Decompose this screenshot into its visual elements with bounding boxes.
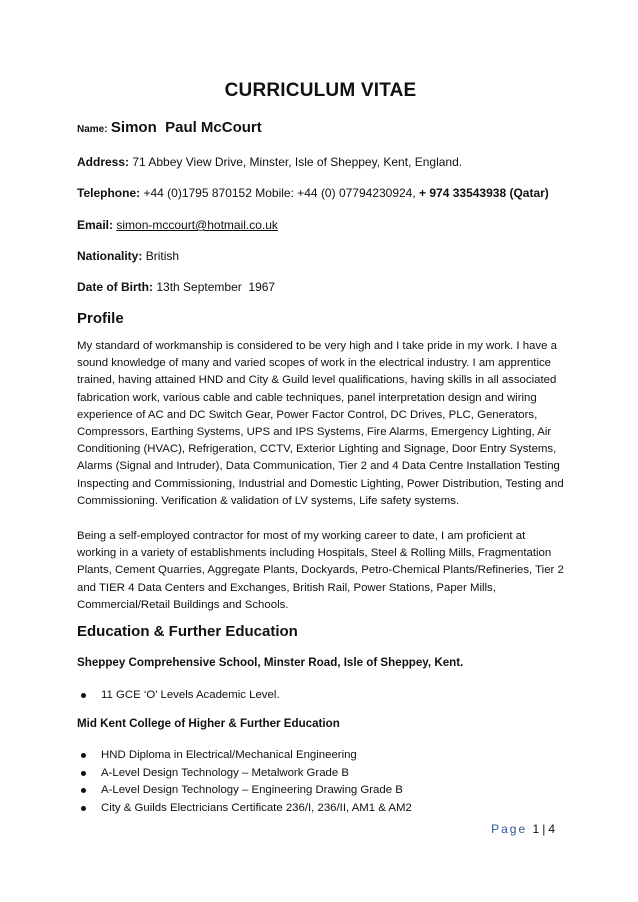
nationality-value: British [145, 249, 180, 263]
bullet-icon [81, 806, 86, 811]
nationality-label: Nationality: [77, 249, 143, 263]
profile-heading: Profile [77, 310, 124, 327]
email-field [77, 218, 278, 232]
dob-field [77, 280, 275, 294]
bullet-icon [81, 788, 86, 793]
email-link[interactable]: simon-mccourt@hotmail.co.uk [116, 218, 278, 232]
footer-page-word: Page [491, 822, 528, 836]
bullet-icon [81, 771, 86, 776]
list-item: A-Level Design Technology – Metalwork Grade B [77, 765, 564, 783]
school-2-list [77, 747, 564, 817]
document-title: CURRICULUM VITAE [224, 80, 417, 101]
dob-value: 13th September 1967 [156, 280, 276, 294]
address-value: 71 Abbey View Drive, Minster, Isle of Sheppey, Kent, England. [132, 155, 463, 169]
footer-total-pages: 4 [548, 822, 555, 836]
footer-current-page: 1 [532, 822, 540, 836]
telephone-label: Telephone: [77, 186, 141, 200]
address-field [77, 155, 462, 169]
email-label: Email: [77, 218, 114, 232]
address-label: Address: [77, 155, 130, 169]
school-2-name: Mid Kent College of Higher & Further Education [77, 717, 340, 730]
name-value: Simon Paul McCourt [110, 119, 262, 136]
telephone-value: +44 (0)1795 870152 Mobile: +44 (0) 07794230924, [143, 186, 416, 200]
footer-separator: | [542, 822, 546, 836]
name-label: Name: [77, 124, 108, 135]
bullet-icon [81, 693, 86, 698]
school-1-name: Sheppey Comprehensive School, Minster Road, Isle of Sheppey, Kent. [77, 656, 464, 669]
list-item: 11 GCE ‘O’ Levels Academic Level. [77, 687, 564, 705]
telephone-qatar: + 974 33543938 (Qatar) [419, 186, 549, 200]
nationality-field [77, 249, 179, 263]
list-item: HND Diploma in Electrical/Mechanical Engineering [77, 747, 564, 765]
education-heading: Education & Further Education [77, 623, 298, 640]
telephone-field [77, 186, 549, 200]
page-footer [491, 822, 555, 836]
dob-label: Date of Birth: [77, 280, 153, 294]
list-item: A-Level Design Technology – Engineering Drawing Grade B [77, 782, 564, 800]
bullet-icon [81, 753, 86, 758]
profile-paragraph-1: My standard of workmanship is considered to be very high and I take pride in my work. I have a sound knowledge of many and varied scopes of work in the electrical industry. I am apprentice trained, having attained HND and City & Guild level qualifications, having skills in all associated fabrication work, various cable and cable techniques, panel interpretation design and wiring experience of AC and DC Switch Gear, Power Factor Control, DC Drives, PLC, Generators, Compressors, Earthing Systems, UPS and IPS Systems, Fire Alarms, Emergency Lighting, Air Conditioning (HVAC), Refrigeration, CCTV, Exterior Lighting and Signage, Door Entry Systems, Alarms (Signal and Intruder), Data Communication, Tier 2 and 4 Data Centre Installation Testing Inspecting and Commissioning, Industrial and Domestic Lighting, Power Distribution, Testing and Commissioning. Verification & validation of LV systems, Life safety systems. [77, 340, 564, 507]
name-field [77, 119, 262, 136]
school-1-list [77, 687, 564, 705]
list-item: City & Guilds Electricians Certificate 236/I, 236/II, AM1 & AM2 [77, 800, 564, 818]
profile-paragraph-2: Being a self-employed contractor for most of my working career to date, I am proficient at working in a variety of establishments including Hospitals, Steel & Rolling Mills, Fragmentation Plants, Cement Quarries, Aggregate Plants, Dockyards, Petro-Chemical Plants/Refineries, Tier 2 and TIER 4 Data Centers and Exchanges, British Rail, Power Stations, Paper Mills, Commercial/Retail Buildings and Schools. [77, 530, 564, 611]
